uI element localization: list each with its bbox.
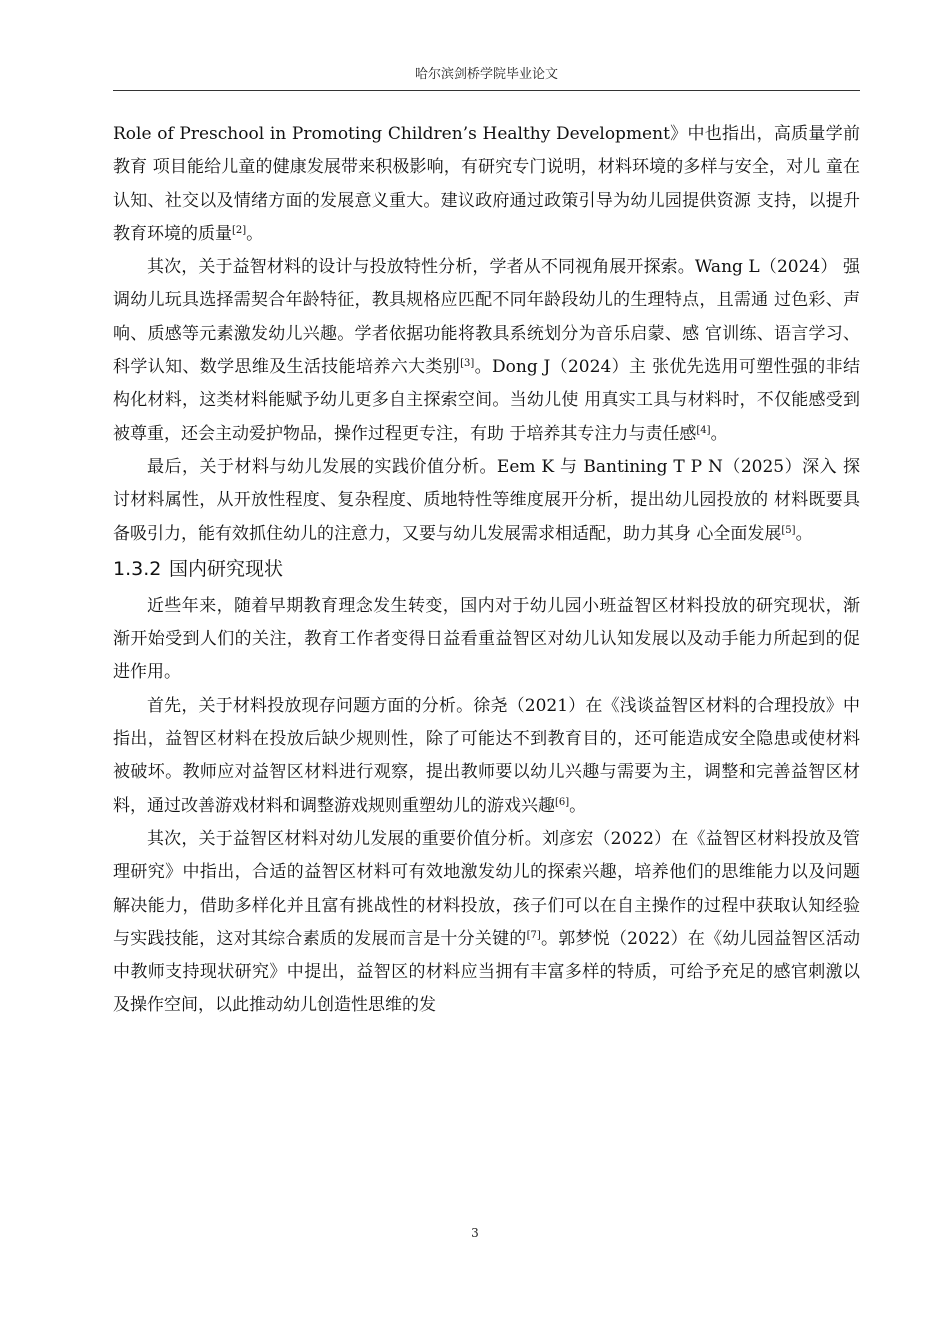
paragraph-tail: 。 — [795, 523, 813, 544]
page-header: 哈尔滨剑桥学院毕业论文 — [113, 63, 860, 91]
citation-ref: [2] — [232, 224, 247, 236]
paragraph-text: 近些年来，随着早期教育理念发生转变，国内对于幼儿园小班益智区材料投放的研究现状，渐渐开始受到人们的关注，教育工作者变得日益看重益智区对幼儿认知发展以及动手能力所起到的促进作用。 — [113, 595, 860, 683]
paragraph-text: 首先，关于材料投放现存问题方面的分析。徐尧（2021）在《浅谈益智区材料的合理投放》中指出，益智区材料在投放后缺少规则性，除了可能达不到教育目的，还可能造成安全隐患或使材料被破坏。教师应对益智区材料进行观察，提出教师要以幼儿兴趣与需要为主，调整和完善益智区材料，通过改善游戏材料和调整游戏规则重塑幼儿的游戏兴趣 — [113, 695, 860, 816]
paragraph-tail: 。 — [710, 423, 728, 444]
paragraph-4 — [113, 590, 860, 690]
section-title: 国内研究现状 — [169, 557, 284, 580]
paragraph-5 — [113, 690, 860, 823]
page-number: 3 — [471, 1226, 479, 1240]
section-number: 1.3.2 — [113, 557, 162, 580]
paragraph-text: 最后，关于材料与幼儿发展的实践价值分析。Eem K 与 Bantining T P N（2025）深入 探讨材料属性，从开放性程度、复杂程度、质地特性等维度展开分析，提出幼儿园投放的 材料既要具备吸引力，能有效抓住幼儿的注意力，又要与幼儿发展需求相适配，助力其身 心全面发展 — [113, 456, 860, 544]
citation-ref: [4] — [696, 424, 711, 436]
paragraph-6 — [113, 823, 860, 1023]
page-body — [113, 118, 860, 1023]
paragraph-1 — [113, 118, 860, 251]
paragraph-text: 其次，关于益智材料的设计与投放特性分析，学者从不同视角展开探索。Wang L（2024） 强调幼儿玩具选择需契合年龄特征，教具规格应匹配不同年龄段幼儿的生理特点，且需通 过色彩、声响、质感等元素激发幼儿兴趣。学者依据功能将教具系统划分为音乐启蒙、感 官训练、语言学习、科学认知、数学思维及生活技能培养六大类别 — [113, 257, 860, 378]
paragraph-tail: 。 — [569, 795, 587, 816]
citation-ref: [6] — [555, 796, 570, 808]
paragraph-text: Role of Preschool in Promoting Children’s Healthy Development》中也指出，高质量学前教育 项目能给儿童的健康发展带来积极影响，有研究专门说明，材料环境的多样与安全，对儿 童在认知、社交以及情绪方面的发展意义重大。建议政府通过政策引导为幼儿园提供资源 支持，以提升教育环境的质量 — [113, 124, 860, 244]
paragraph-tail: 。 — [246, 223, 264, 244]
paragraph-text: 。郭梦悦（2022）在《幼儿园益智区活动中教师支持现状研究》中提出，益智区的材料应当拥有丰富多样的特质，可给予充足的感官刺激以及操作空间，以此推动幼儿创造性思维的发 — [113, 928, 861, 1016]
paragraph-2 — [113, 251, 860, 451]
citation-ref: [3] — [460, 358, 475, 370]
citation-ref: [5] — [781, 524, 796, 536]
section-heading — [113, 553, 860, 586]
paragraph-3 — [113, 451, 860, 551]
paragraph-text: 。Dong J（2024）主 张优先选用可塑性强的非结构化材料，这类材料能赋予幼儿更多自主探索空间。当幼儿使 用真实工具与材料时，不仅能感受到被尊重，还会主动爱护物品，操作过程更专注，有助 于培养其专注力与责任感 — [113, 357, 860, 444]
paragraph-text: 其次，关于益智区材料对幼儿发展的重要价值分析。刘彦宏（2022）在《益智区材料投放及管理研究》中指出，合适的益智区材料可有效地激发幼儿的探索兴趣，培养他们的思维能力以及问题解决能力，借助多样化并且富有挑战性的材料投放，孩子们可以在自主操作的过程中获取认知经验与实践技能，这对其综合素质的发展而言是十分关键的 — [113, 828, 860, 949]
citation-ref: [7] — [526, 929, 541, 941]
